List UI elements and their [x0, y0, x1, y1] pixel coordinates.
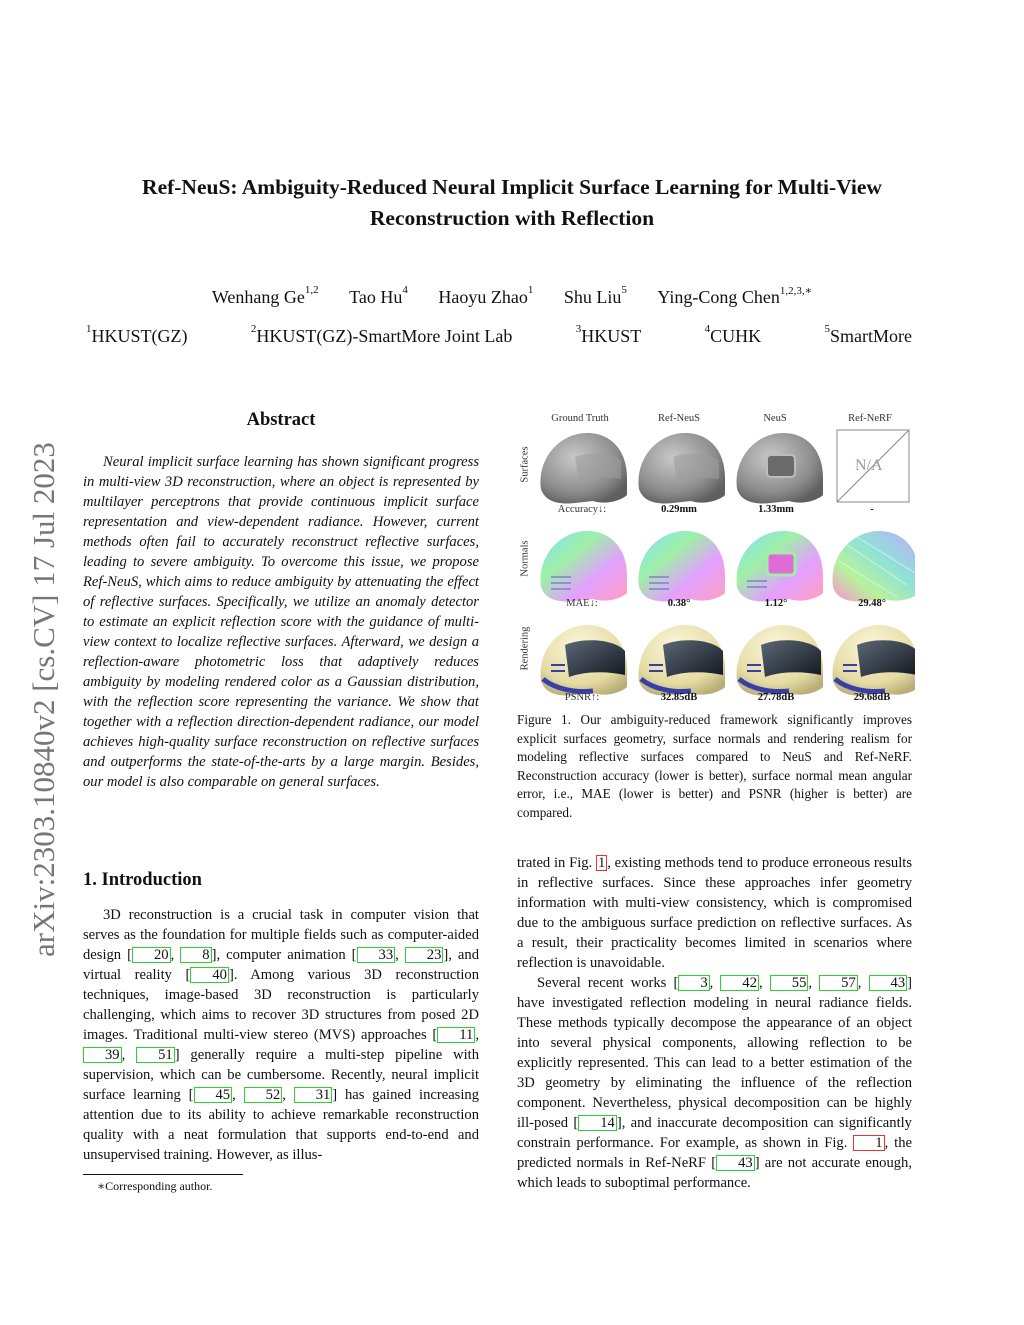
citation-link[interactable]: 8	[180, 947, 211, 963]
citation-link[interactable]: 20	[132, 947, 171, 963]
citation-link[interactable]: 14	[578, 1115, 617, 1131]
metric-value: 0.38°	[667, 598, 691, 609]
figure-ref-link[interactable]: 1	[597, 855, 606, 871]
affiliation: $^4$CUHK	[704, 323, 762, 346]
author: Tao Hu$^4$	[349, 284, 408, 307]
citation-link[interactable]: 51	[136, 1047, 175, 1063]
citation-link[interactable]: 33	[357, 947, 396, 963]
column-header: Ground Truth	[551, 413, 609, 424]
affiliation: $^2$HKUST(GZ)-SmartMore Joint Lab	[250, 323, 513, 346]
helmet-render-refneus	[639, 625, 725, 695]
metric-label: PSNR↑:	[564, 692, 600, 703]
right-column-body	[517, 853, 912, 1193]
citation-link[interactable]: 40	[190, 967, 229, 983]
author: Shu Liu$^5$	[563, 284, 627, 307]
citation-link[interactable]: 42	[720, 975, 759, 991]
figure-caption	[517, 711, 912, 822]
metric-label: Accuracy↓:	[557, 504, 607, 515]
helmet-surface-gt	[541, 433, 627, 503]
figure-1	[517, 405, 915, 710]
metric-value: 32.85dB	[660, 692, 698, 703]
citation-link[interactable]: 43	[869, 975, 908, 991]
metric-value: 29.48°	[858, 598, 886, 609]
title-line-1: Ref-NeuS: Ambiguity-Reduced Neural Implicit Surface Learning for Multi-View	[142, 175, 882, 199]
column-header: Ref-NeuS	[658, 413, 700, 424]
affiliation: $^1$HKUST(GZ)	[86, 323, 188, 346]
footnote: ∗Corresponding author.	[97, 1179, 213, 1193]
abstract-body	[83, 452, 479, 792]
citation-link[interactable]: 52	[244, 1087, 283, 1103]
metric-value: 1.33mm	[758, 504, 794, 515]
paragraph: trated in Fig. 1 , existing methods tend to produce erroneous results in reflective surfaces. Since these approaches infer geometry information with multi-view consistency, which is compromised due to the ambiguous surface prediction on reflective surfaces. As a result, their practicality becomes limited in scenarios where reflection is unavoidable.	[517, 855, 912, 971]
metric-value: 0.29mm	[661, 504, 697, 515]
row-label: Normals	[519, 540, 531, 577]
paragraph: Several recent works [ 3 , 42 , 55 , 57 , 43 ] have investigated reflection modeling in neural radiance fields. These methods typically decompose the appearance of an object into several physical components, allowing reflection to be explicitly represented. This can lead to a better estimation of the 3D geometry by eliminating the influence of the reflection component. Nevertheless, physical decomposition can be highly ill-posed [ 14 ], and inaccurate decomposition can significantly constrain performance. For example, as shown in Fig. 1 , the predicted normals in Ref-NeRF [ 43 ] are not accurate enough, which leads to suboptimal performance.	[517, 975, 912, 1191]
metric-value: 29.68dB	[853, 692, 891, 703]
metric-value: -	[870, 504, 874, 515]
arxiv-side-label: arXiv:2303.10840v2 [cs.CV] 17 Jul 2023	[26, 442, 61, 957]
citation-link[interactable]: 3	[678, 975, 709, 991]
intro-paragraph: 3D reconstruction is a crucial task in computer vision that serves as the foundation for multiple fields such as computer-aided design [ 20 , 8 ], computer animation [ 33 , 23 ], and virtual reality [ 40 ]. Among various 3D reconstruction techniques, image-based 3D reconstruction is particularly challenging, which aims to recover 3D structures from posed 2D images. Traditional multi-view stereo (MVS) approaches [ 11 , 39 , 51 ] generally require a multi-step pipeline with supervision, which can be cumbersome. Recently, neural implicit surface learning [ 45 , 52 , 31 ] has gained increasing attention due to its ability to achieve remarkable reconstruction quality with a neat formulation that supports end-to-end and unsupervised training. However, as illus-	[83, 907, 480, 1163]
title-line-2: Reconstruction with Reflection	[369, 206, 655, 230]
column-header: Ref-NeRF	[848, 413, 892, 424]
helmet-render-gt	[541, 625, 627, 695]
row-label: Rendering	[519, 626, 531, 671]
helmet-normal-refnerf	[833, 531, 915, 601]
paper-title	[60, 172, 964, 234]
helmet-normal-neus	[737, 531, 823, 601]
helmet-normal-gt	[541, 531, 627, 601]
helmet-render-refnerf	[833, 625, 915, 695]
citation-link[interactable]: 23	[405, 947, 444, 963]
author: Ying-Cong Chen$^{1,2,3,∗}$	[657, 285, 813, 307]
affiliation: $^3$HKUST	[575, 323, 642, 346]
figure-caption-text: Figure 1. Our ambiguity-reduced framework significantly improves explicit surfaces geometry, surface normals and rendering realism for modeling reflective surfaces compared to NeuS and Ref-NeRF. Reconstruction accuracy (lower is better), surface normal mean angular error, i.e., MAE (lower is better) and PSNR (higher is better) are compared.	[517, 712, 912, 820]
metric-value: 1.12°	[764, 598, 788, 609]
citation-link[interactable]: 57	[819, 975, 858, 991]
helmet-normal-refneus	[639, 531, 725, 601]
citation-link[interactable]: 45	[194, 1087, 233, 1103]
affiliation: $^5$SmartMore	[824, 323, 912, 346]
helmet-surface-refneus	[639, 433, 725, 503]
affiliation-list	[86, 323, 912, 347]
metric-label: MAE↓:	[566, 598, 598, 609]
citation-link[interactable]: 11	[437, 1027, 475, 1043]
citation-link[interactable]: 43	[716, 1155, 755, 1171]
row-label: Surfaces	[519, 446, 531, 483]
helmet-surface-neus	[737, 433, 823, 503]
column-header: NeuS	[763, 413, 787, 424]
abstract-text: Neural implicit surface learning has shown significant progress in multi-view 3D reconstruction, where an object is represented by multilayer perceptrons that provide continuous implicit surface representation and view-dependent radiance. However, current methods often fail to accurately reconstruct reflective surfaces, leading to severe ambiguity. To overcome this issue, we propose Ref-NeuS, which aims to reduce ambiguity by attenuating the effect of reflective surfaces. Specifically, we utilize an anomaly detector to estimate an explicit reflection score with the guidance of multi-view context to localize reflective surfaces. Afterward, we design a reflection-aware photometric loss that adaptively reduces ambiguity by modeling rendered color as a Gaussian distribution, with the reflection score representing the variance. We show that together with a reflection direction-dependent radiance, our model achieves high-quality surface reconstruction on reflective surfaces and outperforms the state-of-the-arts by a large margin. Besides, our model is also comparable on general surfaces.	[83, 454, 479, 790]
intro-body	[83, 905, 479, 1165]
helmet-render-neus	[737, 625, 823, 695]
abstract-heading: Abstract	[246, 410, 316, 430]
author-list	[60, 284, 964, 308]
metric-value: 27.78dB	[757, 692, 795, 703]
author: Wenhang Ge$^{1,2}$	[211, 284, 319, 307]
citation-link[interactable]: 55	[770, 975, 809, 991]
intro-heading: 1. Introduction	[83, 870, 202, 890]
footnote-rule	[83, 1174, 243, 1175]
figure-ref-link[interactable]: 1	[853, 1135, 884, 1151]
citation-link[interactable]: 31	[294, 1087, 333, 1103]
not-available-label: N/A	[855, 457, 883, 474]
citation-link[interactable]: 39	[83, 1047, 122, 1063]
author: Haoyu Zhao$^1$	[438, 284, 534, 307]
